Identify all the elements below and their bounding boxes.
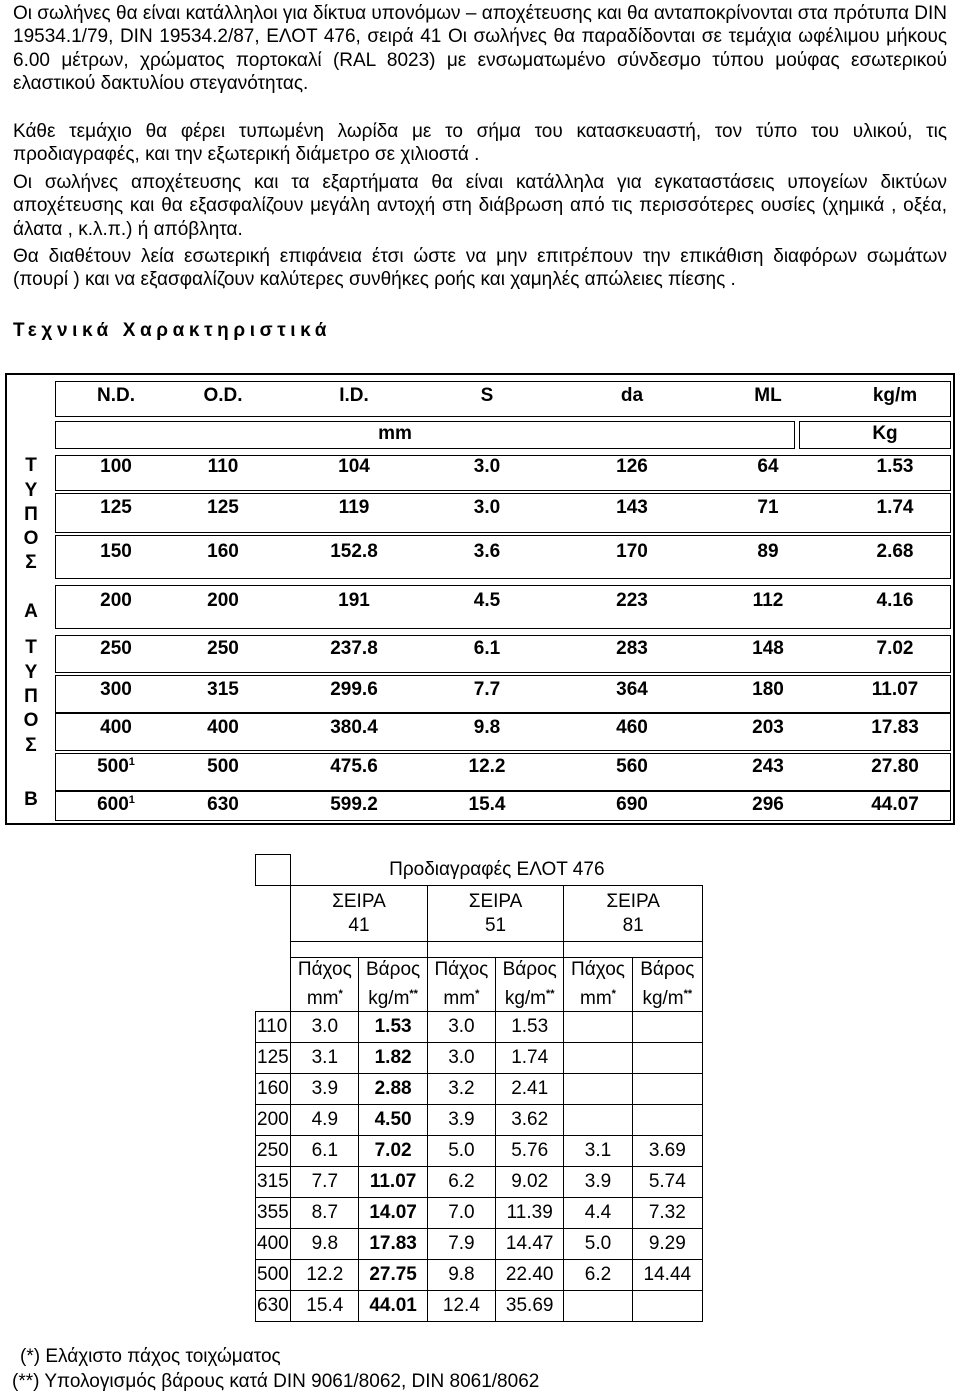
table-cell: 89 [757,541,779,562]
diameter-cell: 110 [256,1012,291,1043]
spec-cell [632,1105,702,1136]
spec-cell [564,1074,632,1105]
footnote-weight: (**) Υπολογισμός βάρους κατά DIN 9061/8062, DIN 8061/8062 [12,1371,540,1392]
table-cell: 250 [207,638,239,659]
thickness-header: Πάχος mm* [564,958,632,1012]
side-label-type-b: Β [24,789,38,810]
table-cell: 126 [616,456,648,477]
spec-cell: 1.53 [359,1012,427,1043]
spec-row [256,1105,703,1136]
spec-cell: 3.2 [427,1074,495,1105]
side-label-type-a: Σ [25,552,37,573]
marking-paragraph: Κάθε τεμάχιο θα φέρει τυπωμένη λωρίδα με το σήμα του κατασκευαστή, τον τύπο του υλικού, τις προδιαγραφές, και την εξωτερική διάμετρο σε χιλιοστά . [13,121,947,166]
table-cell: 27.80 [871,756,919,777]
diameter-cell: 200 [256,1105,291,1136]
sub-header-blank [256,958,291,1012]
table-cell: 152.8 [330,541,378,562]
spec-cell: 3.9 [564,1167,632,1198]
spec-cell: 5.0 [564,1229,632,1260]
table-cell: 200 [100,590,132,611]
spec-cell: 5.0 [427,1136,495,1167]
table-cell: 400 [100,717,132,738]
spec-cell: 12.4 [427,1291,495,1322]
table-cell: 17.83 [871,717,919,738]
table-cell: 9.8 [473,717,501,738]
side-label-type-a: Ο [23,528,39,549]
spec-cell: 4.50 [359,1105,427,1136]
spec-row [256,1167,703,1198]
thickness-header: Πάχος mm* [291,958,359,1012]
spec-cell: 6.2 [427,1167,495,1198]
table-cell: 64 [757,456,779,477]
table-cell: 150 [100,541,132,562]
spec-table-title: Προδιαγραφές ΕΛΟΤ 476 [291,855,703,886]
corrosion-paragraph: Οι σωλήνες αποχέτευσης και τα εξαρτήματα θα είναι κατάλληλα για εγκαταστάσεις υπογείων δικτύων αποχέτευσης και θα εξασφαλίζουν μεγάλη αντοχή στη διάβρωση από τις περισσότερες ουσίες (χημικά , οξέα, άλατα , κ.λ.π.) ή απόβλητα. [13,172,947,240]
side-label-type-a: Υ [24,480,38,501]
spec-cell [632,1043,702,1074]
weight-header: Βάρος kg/m** [632,958,702,1012]
spec-row [256,1291,703,1322]
table-cell: 690 [616,794,648,815]
table-cell: 380.4 [330,717,378,738]
spec-row [256,1229,703,1260]
table-cell [76,794,156,818]
spec-cell: 8.7 [291,1198,359,1229]
table-cell: 180 [752,679,784,700]
column-header: ML [754,385,782,406]
spec-row [256,1136,703,1167]
spec-cell: 7.32 [632,1198,702,1229]
table-cell: 71 [757,497,779,518]
spec-cell: 17.83 [359,1229,427,1260]
unit-kg: Kg [872,423,898,444]
column-header: da [620,385,644,406]
section-heading: Τεχνικά Χαρακτηριστικά [13,320,332,341]
spec-cell: 7.02 [359,1136,427,1167]
table-cell: 500 [207,756,239,777]
spec-cell: 9.8 [291,1229,359,1260]
series-81-header: ΣΕΙΡΑ 81 [564,886,703,942]
spec-cell [632,1291,702,1322]
spec-cell: 7.7 [291,1167,359,1198]
column-header: kg/m [872,385,918,406]
spec-cell: 11.07 [359,1167,427,1198]
nd-value: 500 [97,756,129,777]
spec-row [256,1012,703,1043]
spec-cell: 3.1 [564,1136,632,1167]
table-cell: 2.68 [876,541,914,562]
side-label-type-a: Τ [25,455,37,476]
spec-cell: 6.1 [291,1136,359,1167]
spec-cell: 7.0 [427,1198,495,1229]
table-cell: 143 [616,497,648,518]
spec-cell: 11.39 [496,1198,564,1229]
spec-cell [564,1012,632,1043]
table-cell: 243 [752,756,784,777]
spec-cell: 4.9 [291,1105,359,1136]
spec-cell: 27.75 [359,1260,427,1291]
table-cell: 3.0 [473,497,501,518]
spec-cell: 2.41 [496,1074,564,1105]
diameter-cell: 355 [256,1198,291,1229]
diameter-cell: 315 [256,1167,291,1198]
table-cell: 237.8 [330,638,378,659]
table-cell: 560 [616,756,648,777]
spec-cell: 3.69 [632,1136,702,1167]
table-cell: 12.2 [468,756,506,777]
spec-cell: 5.76 [496,1136,564,1167]
spec-cell [564,1043,632,1074]
series-51-header: ΣΕΙΡΑ 51 [427,886,564,942]
table-cell: 3.0 [473,456,501,477]
table-cell: 4.5 [473,590,501,611]
table-cell: 6.1 [473,638,501,659]
table-cell: 400 [207,717,239,738]
table-cell: 44.07 [871,794,919,815]
column-header: I.D. [339,385,369,406]
side-label-type-a: Π [24,504,38,525]
spec-cell: 1.74 [496,1043,564,1074]
spec-row [256,1043,703,1074]
table-cell: 460 [616,717,648,738]
spec-cell: 3.1 [291,1043,359,1074]
table-cell: 299.6 [330,679,378,700]
table-cell: 200 [207,590,239,611]
column-header: S [480,385,494,406]
diameter-cell: 500 [256,1260,291,1291]
side-label-type-b: Υ [24,662,38,683]
table-cell: 104 [338,456,370,477]
side-label-type-b: Ο [23,710,39,731]
diameter-cell: 630 [256,1291,291,1322]
spec-cell: 1.53 [496,1012,564,1043]
diameter-cell: 400 [256,1229,291,1260]
table-cell: 11.07 [871,679,919,700]
spec-cell: 14.07 [359,1198,427,1229]
table-cell: 4.16 [876,590,914,611]
spec-cell: 6.2 [564,1260,632,1291]
spec-cell [564,1291,632,1322]
table-cell: 315 [207,679,239,700]
table-cell: 170 [616,541,648,562]
column-header: O.D. [203,385,243,406]
spec-cell: 1.82 [359,1043,427,1074]
spec-cell: 3.9 [427,1105,495,1136]
spec-cell: 9.8 [427,1260,495,1291]
table-cell: 7.7 [473,679,501,700]
spec-cell [632,1074,702,1105]
table-cell: 3.6 [473,541,501,562]
table-cell: 630 [207,794,239,815]
spec-cell: 9.02 [496,1167,564,1198]
spec-cell: 7.9 [427,1229,495,1260]
table-cell: 599.2 [330,794,378,815]
side-label-type-b: Τ [25,637,37,658]
spec-row [256,1074,703,1105]
table-cell: 100 [100,456,132,477]
spec-table [255,854,703,1322]
diameter-cell: 125 [256,1043,291,1074]
spec-cell: 2.88 [359,1074,427,1105]
thickness-header: Πάχος mm* [427,958,495,1012]
table-cell: 112 [752,590,784,611]
spec-cell: 9.29 [632,1229,702,1260]
table-cell: 7.02 [876,638,914,659]
diameter-cell: 250 [256,1136,291,1167]
table-cell: 283 [616,638,648,659]
series-41-header: ΣΕΙΡΑ 41 [291,886,428,942]
spec-cell: 14.44 [632,1260,702,1291]
spec-cell: 3.0 [427,1012,495,1043]
unit-mm: mm [378,423,412,444]
table-cell: 119 [338,497,370,518]
spec-cell: 3.0 [291,1012,359,1043]
spec-cell: 14.47 [496,1229,564,1260]
weight-header: Βάρος kg/m** [359,958,427,1012]
table-cell: 125 [207,497,239,518]
side-label-type-a: Α [24,601,38,622]
table-cell: 110 [207,456,239,477]
table-cell: 15.4 [468,794,506,815]
table-cell: 125 [100,497,132,518]
table-cell: 191 [338,590,370,611]
spec-cell: 35.69 [496,1291,564,1322]
spec-cell [632,1012,702,1043]
table-cell: 1.74 [876,497,914,518]
technical-table [5,373,955,825]
table-cell: 300 [100,679,132,700]
table-cell: 160 [207,541,239,562]
table-cell: 148 [752,638,784,659]
footnote-thickness: (*) Ελάχιστο πάχος τοιχώματος [20,1346,281,1367]
spec-cell: 22.40 [496,1260,564,1291]
surface-paragraph: Θα διαθέτουν λεία εσωτερική επιφάνεια έτσι ώστε να μην επιτρέπουν την επικάθιση διαφόρων σωμάτων (πουρί ) και να εξασφαλίζουν καλύτερες συνθήκες ροής και χαμηλές απώλειες πίεσης . [13,246,947,291]
table-cell [76,756,156,780]
table-cell: 223 [616,590,648,611]
table-cell: 203 [752,717,784,738]
side-label-type-b: Σ [25,735,37,756]
spec-row [256,1198,703,1229]
nd-footnote-mark: 1 [128,794,135,806]
weight-header: Βάρος kg/m** [496,958,564,1012]
spec-row [256,1260,703,1291]
spec-cell: 15.4 [291,1291,359,1322]
table-cell: 296 [752,794,784,815]
nd-value: 600 [97,794,129,815]
column-header: N.D. [97,385,135,406]
spec-cell: 5.74 [632,1167,702,1198]
spec-cell: 12.2 [291,1260,359,1291]
spec-cell [564,1105,632,1136]
spec-cell: 3.0 [427,1043,495,1074]
spec-cell: 3.62 [496,1105,564,1136]
spec-cell: 3.9 [291,1074,359,1105]
table-cell: 250 [100,638,132,659]
side-label-type-b: Π [24,686,38,707]
diameter-cell: 160 [256,1074,291,1105]
spec-cell: 44.01 [359,1291,427,1322]
table-cell: 475.6 [330,756,378,777]
table-cell: 364 [616,679,648,700]
nd-footnote-mark: 1 [128,756,135,768]
table-cell: 1.53 [876,456,914,477]
intro-paragraph: Οι σωλήνες θα είναι κατάλληλοι για δίκτυα υπονόμων – αποχέτευσης και θα ανταποκρίνονται στα πρότυπα DIN 19534.1/79, DIN 19534.2/87, ΕΛΟΤ 476, σειρά 41 Οι σωλήνες θα παραδίδονται σε τεμάχια ωφέλιμου μήκους 6.00 μέτρων, χρώματος πορτοκαλί (RAL 8023) με ενσωματωμένο σύνδεσμο τύπου μούφας εσωτερικού ελαστικού δακτυλίου στεγανότητας. [13,3,947,94]
spec-cell: 4.4 [564,1198,632,1229]
